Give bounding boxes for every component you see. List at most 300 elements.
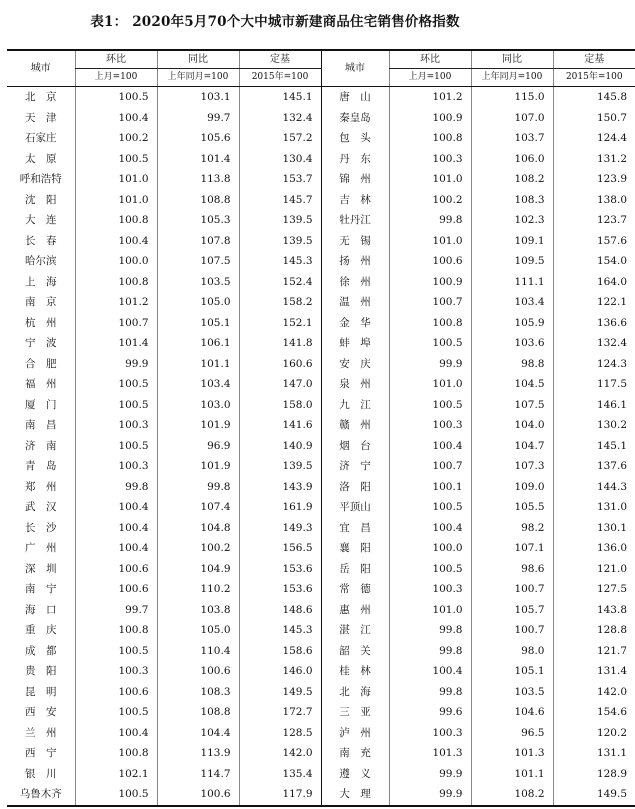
right-base-cell: 128.9 bbox=[553, 764, 635, 785]
left-city-cell: 青 岛 bbox=[25, 460, 57, 472]
right-base-cell: 127.5 bbox=[553, 579, 635, 600]
right-city-cell: 吉 林 bbox=[321, 190, 389, 211]
table-row bbox=[7, 477, 635, 498]
right-city-cell: 大 理 bbox=[321, 784, 389, 806]
left-yoy-cell: 107.8 bbox=[157, 231, 239, 252]
left-base-cell: 158.0 bbox=[239, 395, 321, 416]
right-city-cell: 泸 州 bbox=[321, 723, 389, 744]
mom-header: 环比 bbox=[389, 50, 471, 69]
left-base-cell: 172.7 bbox=[239, 702, 321, 723]
left-base-cell: 160.6 bbox=[239, 354, 321, 375]
right-city-cell: 洛 阳 bbox=[321, 477, 389, 498]
price-index-table bbox=[7, 49, 635, 807]
left-mom-cell: 100.3 bbox=[75, 661, 157, 682]
left-yoy-cell: 103.8 bbox=[157, 600, 239, 621]
right-mom-cell: 99.8 bbox=[389, 682, 471, 703]
right-yoy-cell: 103.6 bbox=[471, 333, 553, 354]
left-mom-cell: 100.5 bbox=[75, 702, 157, 723]
right-city-cell: 桂 林 bbox=[321, 661, 389, 682]
right-yoy-cell: 106.0 bbox=[471, 149, 553, 170]
left-city-cell: 广 州 bbox=[25, 542, 57, 554]
right-mom-cell: 100.1 bbox=[389, 477, 471, 498]
right-city-cell: 襄 阳 bbox=[321, 538, 389, 559]
right-mom-cell: 100.9 bbox=[389, 272, 471, 293]
base-subheader: 2015年=100 bbox=[239, 69, 321, 87]
right-yoy-cell: 104.7 bbox=[471, 436, 553, 457]
left-base-cell: 161.9 bbox=[239, 497, 321, 518]
right-base-cell: 131.4 bbox=[553, 661, 635, 682]
base-header: 定基 bbox=[239, 50, 321, 69]
right-base-cell: 164.0 bbox=[553, 272, 635, 293]
left-mom-cell: 100.6 bbox=[75, 682, 157, 703]
right-base-cell: 121.0 bbox=[553, 559, 635, 580]
table-row bbox=[7, 333, 635, 354]
left-city-cell: 武 汉 bbox=[25, 501, 57, 513]
table-row bbox=[7, 600, 635, 621]
table-row bbox=[7, 415, 635, 436]
table-row bbox=[7, 456, 635, 477]
left-city-cell: 宁 波 bbox=[25, 337, 57, 349]
table-row bbox=[7, 743, 635, 764]
right-base-cell: 145.8 bbox=[553, 87, 635, 108]
left-base-cell: 146.0 bbox=[239, 661, 321, 682]
right-yoy-cell: 105.9 bbox=[471, 313, 553, 334]
base-header: 定基 bbox=[553, 50, 635, 69]
left-base-cell: 140.9 bbox=[239, 436, 321, 457]
table-row bbox=[7, 395, 635, 416]
left-city-cell: 厦 门 bbox=[25, 398, 57, 411]
left-mom-cell: 100.0 bbox=[75, 251, 157, 272]
left-city-cell: 天 津 bbox=[25, 111, 57, 124]
right-mom-cell: 100.8 bbox=[389, 313, 471, 334]
right-city-cell: 岳 阳 bbox=[321, 559, 389, 580]
left-city-cell: 太 原 bbox=[25, 152, 57, 165]
right-city-cell: 温 州 bbox=[321, 292, 389, 313]
table-row bbox=[7, 108, 635, 129]
left-city-cell: 贵 阳 bbox=[25, 665, 57, 677]
left-mom-cell: 100.5 bbox=[75, 436, 157, 457]
right-base-cell: 154.6 bbox=[553, 702, 635, 723]
right-mom-cell: 99.6 bbox=[389, 702, 471, 723]
right-yoy-cell: 108.2 bbox=[471, 784, 553, 806]
right-yoy-cell: 109.0 bbox=[471, 477, 553, 498]
table-row bbox=[7, 641, 635, 662]
left-yoy-cell: 105.0 bbox=[157, 292, 239, 313]
right-yoy-cell: 104.0 bbox=[471, 415, 553, 436]
right-mom-cell: 100.5 bbox=[389, 395, 471, 416]
right-city-cell: 锦 州 bbox=[321, 169, 389, 190]
table-row bbox=[7, 272, 635, 293]
left-city-cell: 兰 州 bbox=[25, 726, 57, 739]
table-row bbox=[7, 128, 635, 149]
left-base-cell: 141.6 bbox=[239, 415, 321, 436]
left-yoy-cell: 104.9 bbox=[157, 559, 239, 580]
right-base-cell: 124.4 bbox=[553, 128, 635, 149]
table-row bbox=[7, 518, 635, 539]
right-mom-cell: 100.7 bbox=[389, 456, 471, 477]
right-city-cell: 唐 山 bbox=[321, 87, 389, 108]
right-mom-cell: 100.3 bbox=[389, 415, 471, 436]
left-city-cell: 银 川 bbox=[25, 767, 57, 780]
right-mom-cell: 100.4 bbox=[389, 436, 471, 457]
right-yoy-cell: 107.5 bbox=[471, 395, 553, 416]
right-mom-cell: 100.8 bbox=[389, 128, 471, 149]
left-base-cell: 132.4 bbox=[239, 108, 321, 129]
left-mom-cell: 100.3 bbox=[75, 415, 157, 436]
right-yoy-cell: 96.5 bbox=[471, 723, 553, 744]
left-mom-cell: 100.4 bbox=[75, 538, 157, 559]
right-base-cell: 131.2 bbox=[553, 149, 635, 170]
table-row bbox=[7, 231, 635, 252]
table-row bbox=[7, 497, 635, 518]
right-mom-cell: 101.2 bbox=[389, 87, 471, 108]
left-yoy-cell: 101.9 bbox=[157, 456, 239, 477]
left-yoy-cell: 103.0 bbox=[157, 395, 239, 416]
right-base-cell: 146.1 bbox=[553, 395, 635, 416]
table-row bbox=[7, 661, 635, 682]
left-mom-cell: 100.3 bbox=[75, 456, 157, 477]
left-mom-cell: 101.4 bbox=[75, 333, 157, 354]
table-row bbox=[7, 210, 635, 231]
header-row bbox=[7, 50, 635, 69]
table-row bbox=[7, 559, 635, 580]
right-base-cell: 131.1 bbox=[553, 743, 635, 764]
left-city-cell: 深 圳 bbox=[25, 562, 57, 575]
left-mom-cell: 101.0 bbox=[75, 169, 157, 190]
right-mom-cell: 100.5 bbox=[389, 559, 471, 580]
left-city-cell: 西 安 bbox=[25, 706, 57, 718]
left-base-cell: 156.5 bbox=[239, 538, 321, 559]
right-city-cell: 蚌 埠 bbox=[321, 333, 389, 354]
left-yoy-cell: 100.6 bbox=[157, 784, 239, 806]
right-yoy-cell: 102.3 bbox=[471, 210, 553, 231]
right-mom-cell: 100.4 bbox=[389, 661, 471, 682]
left-yoy-cell: 108.3 bbox=[157, 682, 239, 703]
right-mom-cell: 100.4 bbox=[389, 518, 471, 539]
right-yoy-cell: 98.0 bbox=[471, 641, 553, 662]
right-yoy-cell: 108.3 bbox=[471, 190, 553, 211]
right-base-cell: 132.4 bbox=[553, 333, 635, 354]
table-row bbox=[7, 87, 635, 108]
right-city-cell: 韶 关 bbox=[321, 641, 389, 662]
left-base-cell: 139.5 bbox=[239, 231, 321, 252]
right-base-cell: 150.7 bbox=[553, 108, 635, 129]
right-city-cell: 北 海 bbox=[321, 682, 389, 703]
right-base-cell: 123.9 bbox=[553, 169, 635, 190]
right-base-cell: 117.5 bbox=[553, 374, 635, 395]
left-city-cell: 南 京 bbox=[25, 296, 57, 308]
right-mom-cell: 100.3 bbox=[389, 723, 471, 744]
left-base-cell: 141.8 bbox=[239, 333, 321, 354]
left-city-cell: 合 肥 bbox=[25, 357, 57, 370]
table-row bbox=[7, 251, 635, 272]
right-mom-cell: 99.9 bbox=[389, 354, 471, 375]
left-mom-cell: 100.5 bbox=[75, 87, 157, 108]
left-city-cell: 石家庄 bbox=[25, 132, 57, 144]
right-mom-cell: 100.5 bbox=[389, 497, 471, 518]
right-base-cell: 123.7 bbox=[553, 210, 635, 231]
left-base-cell: 153.6 bbox=[239, 579, 321, 600]
city-header: 城市 bbox=[321, 50, 389, 87]
left-city-cell: 重 庆 bbox=[25, 624, 57, 636]
right-base-cell: 142.0 bbox=[553, 682, 635, 703]
left-yoy-cell: 101.4 bbox=[157, 149, 239, 170]
right-yoy-cell: 108.2 bbox=[471, 169, 553, 190]
table-row bbox=[7, 292, 635, 313]
left-base-cell: 153.6 bbox=[239, 559, 321, 580]
right-mom-cell: 100.7 bbox=[389, 292, 471, 313]
left-mom-cell: 101.2 bbox=[75, 292, 157, 313]
left-base-cell: 130.4 bbox=[239, 149, 321, 170]
left-mom-cell: 100.4 bbox=[75, 231, 157, 252]
right-mom-cell: 99.9 bbox=[389, 764, 471, 785]
left-yoy-cell: 100.2 bbox=[157, 538, 239, 559]
left-base-cell: 145.3 bbox=[239, 620, 321, 641]
right-base-cell: 128.8 bbox=[553, 620, 635, 641]
right-base-cell: 130.1 bbox=[553, 518, 635, 539]
yoy-subheader: 上年同月=100 bbox=[471, 69, 553, 87]
left-base-cell: 135.4 bbox=[239, 764, 321, 785]
right-city-cell: 南 充 bbox=[321, 743, 389, 764]
right-city-cell: 无 锡 bbox=[321, 231, 389, 252]
left-base-cell: 145.7 bbox=[239, 190, 321, 211]
table-row bbox=[7, 579, 635, 600]
left-city-cell: 济 南 bbox=[25, 439, 57, 452]
right-city-cell: 济 宁 bbox=[321, 456, 389, 477]
yoy-subheader: 上年同月=100 bbox=[157, 69, 239, 87]
left-mom-cell: 102.1 bbox=[75, 764, 157, 785]
left-mom-cell: 99.8 bbox=[75, 477, 157, 498]
right-base-cell: 138.0 bbox=[553, 190, 635, 211]
right-base-cell: 143.8 bbox=[553, 600, 635, 621]
right-yoy-cell: 107.0 bbox=[471, 108, 553, 129]
left-mom-cell: 100.5 bbox=[75, 395, 157, 416]
left-yoy-cell: 105.0 bbox=[157, 620, 239, 641]
right-yoy-cell: 101.1 bbox=[471, 764, 553, 785]
right-mom-cell: 99.8 bbox=[389, 210, 471, 231]
left-base-cell: 157.2 bbox=[239, 128, 321, 149]
right-mom-cell: 101.0 bbox=[389, 374, 471, 395]
left-city-cell: 大 连 bbox=[25, 214, 57, 226]
left-yoy-cell: 105.6 bbox=[157, 128, 239, 149]
left-city-cell: 南 宁 bbox=[25, 583, 57, 595]
right-yoy-cell: 98.2 bbox=[471, 518, 553, 539]
table-row bbox=[7, 702, 635, 723]
right-yoy-cell: 111.1 bbox=[471, 272, 553, 293]
right-mom-cell: 99.8 bbox=[389, 641, 471, 662]
left-yoy-cell: 107.5 bbox=[157, 251, 239, 272]
right-yoy-cell: 103.7 bbox=[471, 128, 553, 149]
right-yoy-cell: 107.1 bbox=[471, 538, 553, 559]
left-mom-cell: 101.0 bbox=[75, 190, 157, 211]
left-city-cell: 沈 阳 bbox=[25, 193, 57, 206]
left-mom-cell: 99.7 bbox=[75, 600, 157, 621]
right-base-cell: 120.2 bbox=[553, 723, 635, 744]
right-base-cell: 144.3 bbox=[553, 477, 635, 498]
left-base-cell: 117.9 bbox=[239, 784, 321, 806]
right-city-cell: 秦皇岛 bbox=[321, 108, 389, 129]
right-city-cell: 湛 江 bbox=[321, 620, 389, 641]
left-yoy-cell: 108.8 bbox=[157, 190, 239, 211]
left-yoy-cell: 99.8 bbox=[157, 477, 239, 498]
left-mom-cell: 100.5 bbox=[75, 641, 157, 662]
right-mom-cell: 100.6 bbox=[389, 251, 471, 272]
right-yoy-cell: 115.0 bbox=[471, 87, 553, 108]
table-row bbox=[7, 149, 635, 170]
left-city-cell: 哈尔滨 bbox=[25, 255, 57, 267]
right-city-cell: 安 庆 bbox=[321, 354, 389, 375]
left-yoy-cell: 113.8 bbox=[157, 169, 239, 190]
left-base-cell: 147.0 bbox=[239, 374, 321, 395]
left-yoy-cell: 100.6 bbox=[157, 661, 239, 682]
right-yoy-cell: 105.1 bbox=[471, 661, 553, 682]
right-yoy-cell: 105.5 bbox=[471, 497, 553, 518]
left-city-cell: 长 沙 bbox=[25, 521, 57, 534]
right-yoy-cell: 100.7 bbox=[471, 620, 553, 641]
left-city-cell: 南 昌 bbox=[25, 419, 57, 431]
right-base-cell: 131.0 bbox=[553, 497, 635, 518]
left-base-cell: 145.1 bbox=[239, 87, 321, 108]
right-base-cell: 137.6 bbox=[553, 456, 635, 477]
left-yoy-cell: 105.1 bbox=[157, 313, 239, 334]
left-mom-cell: 100.8 bbox=[75, 620, 157, 641]
left-mom-cell: 100.8 bbox=[75, 210, 157, 231]
left-city-cell: 福 州 bbox=[25, 378, 57, 390]
right-city-cell: 扬 州 bbox=[321, 251, 389, 272]
left-city-cell: 海 口 bbox=[25, 603, 57, 616]
right-yoy-cell: 109.1 bbox=[471, 231, 553, 252]
left-yoy-cell: 103.4 bbox=[157, 374, 239, 395]
left-city-cell: 乌鲁木齐 bbox=[19, 788, 62, 800]
left-base-cell: 149.5 bbox=[239, 682, 321, 703]
left-yoy-cell: 114.7 bbox=[157, 764, 239, 785]
left-yoy-cell: 103.1 bbox=[157, 87, 239, 108]
left-city-cell: 上 海 bbox=[25, 275, 57, 288]
yoy-header: 同比 bbox=[471, 50, 553, 69]
right-mom-cell: 101.0 bbox=[389, 169, 471, 190]
right-mom-cell: 100.3 bbox=[389, 149, 471, 170]
left-city-cell: 成 都 bbox=[25, 644, 57, 657]
right-base-cell: 145.1 bbox=[553, 436, 635, 457]
left-mom-cell: 100.2 bbox=[75, 128, 157, 149]
right-city-cell: 惠 州 bbox=[321, 600, 389, 621]
left-mom-cell: 100.6 bbox=[75, 559, 157, 580]
left-yoy-cell: 101.9 bbox=[157, 415, 239, 436]
right-yoy-cell: 98.6 bbox=[471, 559, 553, 580]
left-yoy-cell: 113.9 bbox=[157, 743, 239, 764]
left-yoy-cell: 101.1 bbox=[157, 354, 239, 375]
left-mom-cell: 100.5 bbox=[75, 784, 157, 806]
left-base-cell: 152.1 bbox=[239, 313, 321, 334]
table-row bbox=[7, 723, 635, 744]
left-city-cell: 杭 州 bbox=[25, 316, 57, 329]
right-mom-cell: 100.5 bbox=[389, 333, 471, 354]
left-yoy-cell: 103.5 bbox=[157, 272, 239, 293]
left-city-cell: 北 京 bbox=[25, 91, 57, 103]
table-row bbox=[7, 313, 635, 334]
left-yoy-cell: 106.1 bbox=[157, 333, 239, 354]
right-mom-cell: 100.0 bbox=[389, 538, 471, 559]
left-base-cell: 128.5 bbox=[239, 723, 321, 744]
city-header: 城市 bbox=[7, 50, 75, 87]
right-mom-cell: 100.2 bbox=[389, 190, 471, 211]
left-base-cell: 148.6 bbox=[239, 600, 321, 621]
table-row bbox=[7, 169, 635, 190]
right-yoy-cell: 104.6 bbox=[471, 702, 553, 723]
right-city-cell: 平顶山 bbox=[321, 497, 389, 518]
right-mom-cell: 99.8 bbox=[389, 620, 471, 641]
left-yoy-cell: 107.4 bbox=[157, 497, 239, 518]
left-mom-cell: 100.7 bbox=[75, 313, 157, 334]
left-base-cell: 139.5 bbox=[239, 210, 321, 231]
table-row bbox=[7, 190, 635, 211]
right-base-cell: 136.0 bbox=[553, 538, 635, 559]
left-mom-cell: 100.8 bbox=[75, 272, 157, 293]
mom-subheader: 上月=100 bbox=[389, 69, 471, 87]
left-yoy-cell: 96.9 bbox=[157, 436, 239, 457]
right-yoy-cell: 104.5 bbox=[471, 374, 553, 395]
right-yoy-cell: 103.5 bbox=[471, 682, 553, 703]
right-city-cell: 宜 昌 bbox=[321, 518, 389, 539]
right-city-cell: 常 德 bbox=[321, 579, 389, 600]
left-mom-cell: 100.5 bbox=[75, 149, 157, 170]
left-mom-cell: 100.4 bbox=[75, 723, 157, 744]
left-base-cell: 143.9 bbox=[239, 477, 321, 498]
left-base-cell: 152.4 bbox=[239, 272, 321, 293]
right-city-cell: 牡丹江 bbox=[321, 210, 389, 231]
left-mom-cell: 100.4 bbox=[75, 497, 157, 518]
right-base-cell: 121.7 bbox=[553, 641, 635, 662]
table-row bbox=[7, 538, 635, 559]
right-base-cell: 149.5 bbox=[553, 784, 635, 806]
table-row bbox=[7, 764, 635, 785]
table-row bbox=[7, 620, 635, 641]
left-base-cell: 158.6 bbox=[239, 641, 321, 662]
right-city-cell: 金 华 bbox=[321, 313, 389, 334]
right-mom-cell: 100.9 bbox=[389, 108, 471, 129]
right-yoy-cell: 105.7 bbox=[471, 600, 553, 621]
right-mom-cell: 100.3 bbox=[389, 579, 471, 600]
right-yoy-cell: 103.4 bbox=[471, 292, 553, 313]
right-base-cell: 154.0 bbox=[553, 251, 635, 272]
right-base-cell: 136.6 bbox=[553, 313, 635, 334]
right-base-cell: 157.6 bbox=[553, 231, 635, 252]
left-yoy-cell: 104.8 bbox=[157, 518, 239, 539]
left-city-cell: 西 宁 bbox=[25, 747, 57, 759]
table-row bbox=[7, 682, 635, 703]
right-base-cell: 122.1 bbox=[553, 292, 635, 313]
left-yoy-cell: 108.8 bbox=[157, 702, 239, 723]
page-title: 表1： 2020年5月70个大中城市新建商品住宅销售价格指数 bbox=[90, 14, 460, 30]
left-mom-cell: 100.4 bbox=[75, 518, 157, 539]
right-mom-cell: 101.0 bbox=[389, 231, 471, 252]
yoy-header: 同比 bbox=[157, 50, 239, 69]
right-city-cell: 三 亚 bbox=[321, 702, 389, 723]
left-mom-cell: 100.6 bbox=[75, 579, 157, 600]
right-yoy-cell: 107.3 bbox=[471, 456, 553, 477]
right-yoy-cell: 98.8 bbox=[471, 354, 553, 375]
right-city-cell: 泉 州 bbox=[321, 374, 389, 395]
right-base-cell: 124.3 bbox=[553, 354, 635, 375]
right-city-cell: 遵 义 bbox=[321, 764, 389, 785]
right-city-cell: 徐 州 bbox=[321, 272, 389, 293]
left-city-cell: 呼和浩特 bbox=[19, 173, 62, 185]
mom-header: 环比 bbox=[75, 50, 157, 69]
left-city-cell: 郑 州 bbox=[25, 480, 57, 493]
table-row bbox=[7, 436, 635, 457]
right-city-cell: 丹 东 bbox=[321, 149, 389, 170]
right-yoy-cell: 109.5 bbox=[471, 251, 553, 272]
